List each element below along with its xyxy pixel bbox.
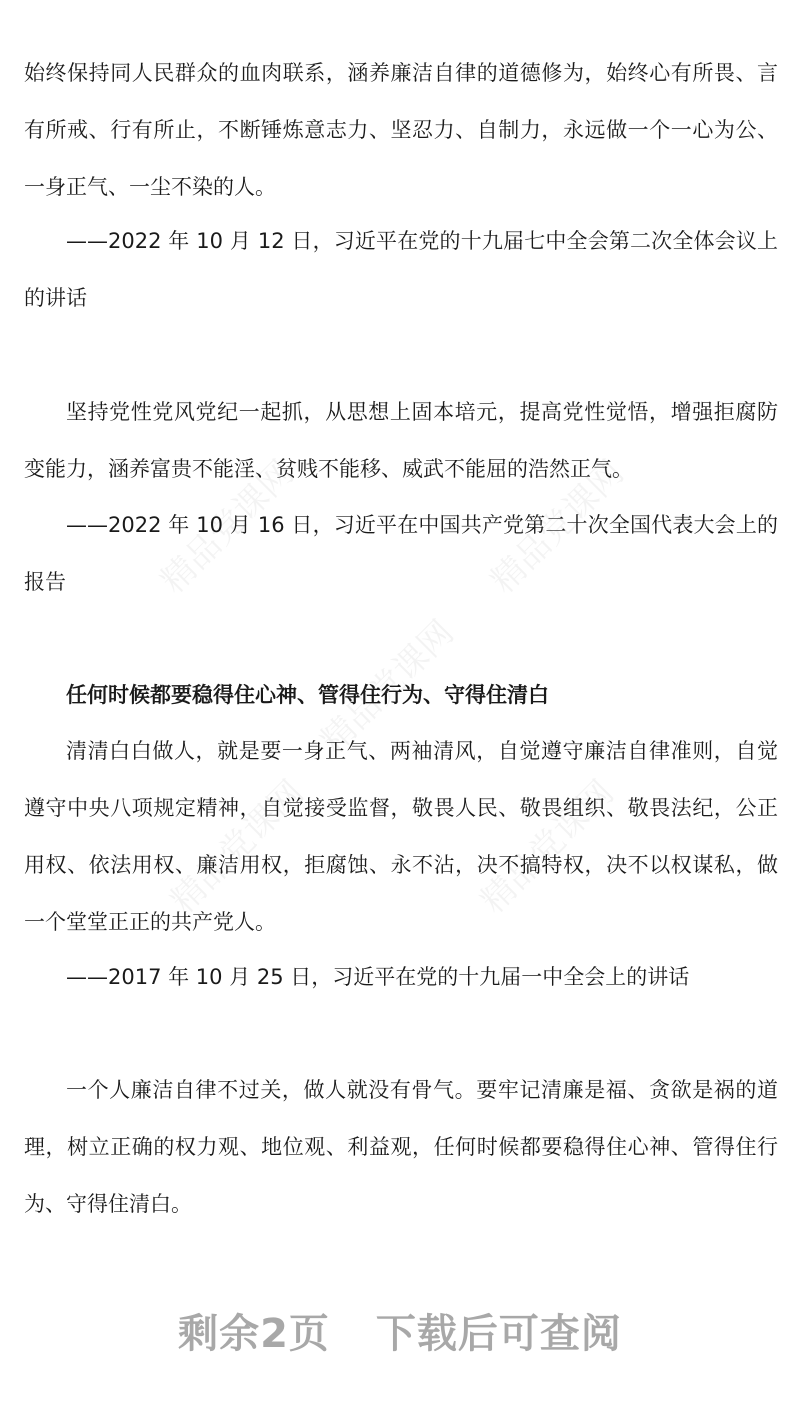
paragraph-quote-1: 始终保持同人民群众的血肉联系，涵养廉洁自律的道德修为，始终心有所畏、言有所戒、行有所止，不断锤炼意志力、坚忍力、自制力，永远做一个一心为公、一身正气、一尘不染的人。 — [24, 61, 778, 199]
download-to-view-text[interactable]: 下载后可查阅 — [375, 1311, 622, 1357]
citation-2: ——2022 年 10 月 16 日，习近平在中国共产党第二十次全国代表大会上的报告 — [24, 513, 778, 594]
remaining-pages-text: 剩余2页 — [178, 1311, 330, 1357]
paragraph-quote-2: 坚持党性党风党纪一起抓，从思想上固本培元，提高党性觉悟，增强拒腐防变能力，涵养富贵不能淫、贫贱不能移、威武不能屈的浩然正气。 — [24, 400, 778, 481]
download-prompt-banner[interactable] — [0, 1302, 800, 1359]
paragraph-quote-4: 一个人廉洁自律不过关，做人就没有骨气。要牢记清廉是福、贪欲是祸的道理，树立正确的权力观、地位观、利益观，任何时候都要稳得住心神、管得住行为、守得住清白。 — [24, 1078, 778, 1216]
citation-3: ——2017 年 10 月 25 日，习近平在党的十九届一中全会上的讲话 — [66, 965, 690, 989]
paragraph-quote-3: 清清白白做人，就是要一身正气、两袖清风，自觉遵守廉洁自律准则，自觉遵守中央八项规定精神，自觉接受监督，敬畏人民、敬畏组织、敬畏法纪，公正用权、依法用权、廉洁用权，拒腐蚀、永不沾，决不搞特权，决不以权谋私，做一个堂堂正正的共产党人。 — [24, 739, 778, 934]
section-heading: 任何时候都要稳得住心神、管得住行为、守得住清白 — [66, 683, 549, 707]
citation-1: ——2022 年 10 月 12 日，习近平在党的十九届七中全会第二次全体会议上的讲话 — [24, 229, 778, 310]
